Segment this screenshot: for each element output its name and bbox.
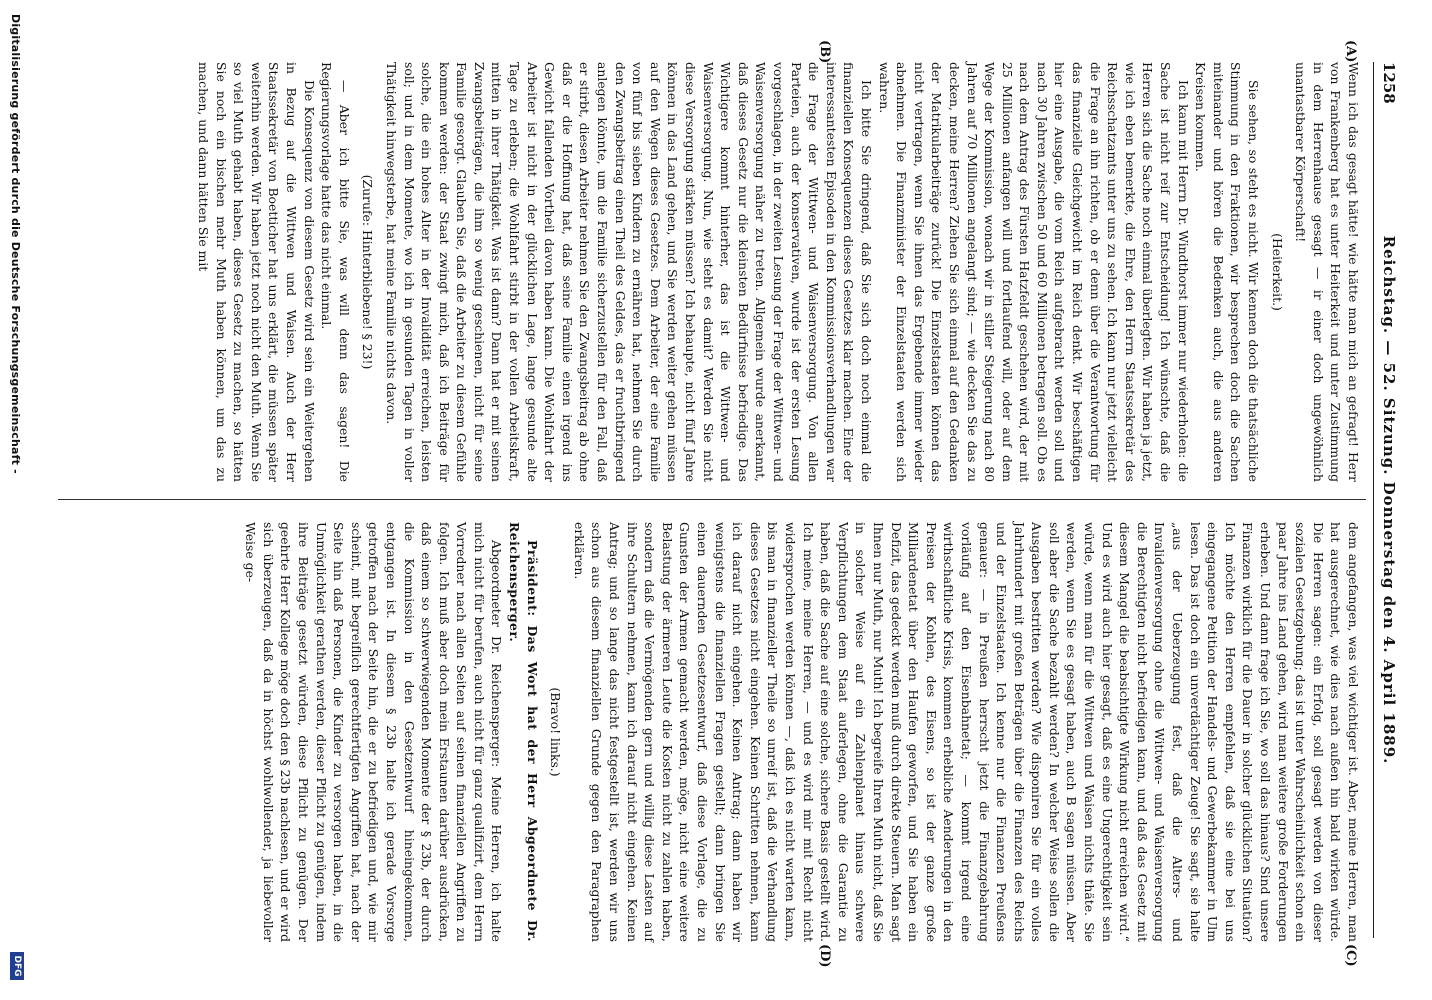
paragraph: Sie sehen, so steht es nicht. Wir kennen doch die thatsächliche Stimmung in den Fraktionen, wir besprechen doch die Sachen miteinander und hören die Bedenken auch, die aus anderen Kreisen kommen. bbox=[1193, 62, 1262, 482]
left-column bbox=[194, 62, 1362, 482]
speaker-paragraph: Präsident: Das Wort hat der Herr Abgeordnete Dr. Reichensperger. bbox=[507, 522, 540, 942]
paragraph: Ich kann mit Herrn Dr. Windthorst immer nur wiederholen: die Sache ist nicht reif zur Entscheidung! Ich wünschte, daß die Herren sich die Sache noch einmal überlegten. Wir haben ja jetzt, wie ich eben bemerkte, die Ehre, den Herrn Staatssekretär des Reichsschatzamts unter uns zu sehen. Ich kann nur jetzt vielleicht die Frage an ihn richten, ob er denn über die Verantwortung für das finanzielle Gleichgewicht im Reich denkt. Wir beschäftigen hier eine Ausgabe, die vom Reich aufgebracht werden soll und nach 30 Jahren zwischen 50 und 60 Millionen betragen soll. Ob es nach dem Antrag des Fürsten Hatzfeldt geschehen wird, der mit 25 Millionen anfangen will und fortlaufend will, oder auf dem Wege der Kommission, wonach wir in stiller Steigerung nach 80 Jahren auf 70 Millionen angelangt sind; — wie decken Sie das zu decken, meine Herren? Ziehen Sie sich einmal auf den Gedanken der Matrikularbeiträge zurück! Die Einzelstaaten können das nicht vertragen, wenn Sie ihnen das Ergebende immer wieder abnehmen. Die Finanzminister der Einzelstaaten werden sich wahren. bbox=[876, 62, 1191, 482]
paragraph: dem angefangen, was viel wichtiger ist. Aber, meine Herren, man hat ausgerechnet, wie dies nach außen hin bald wirken würde. Die Herren sagen: ein Erfolg, soll gesagt werden von dieser sozialen Gesetzgebung; das ist unter Wahrscheinlichkeit schon ein paar Jahre ins Land gehen, wird man weitere große Forderungen erheben. Und dann frage ich Sie, wo soll das hinaus? Sind unsere Finanzen wirklich für die Dauer in solcher glücklichen Situation? Ich möchte den Herren empfehlen, daß sie eine bei uns eingegangene Petition der Handels- und Gewerbekammer in Ulm lesen. Das ist doch ein unverdächtiger Zeuge! Sie sagt, sie halte „aus der Ueberzeugung fest, daß die Alters- und Invalidenversorgung ohne die Wittwen- und Waisenversorgung die Berechtigten nicht befriedigen kann, und daß das Gesetz mit diesem Mangel die beabsichtigte Wirkung nicht erreichen wird.“ Und es wird auch hier gesagt, daß es eine Ungerechtigkeit sein würde, wenn man für die Wittwen und Waisen nichts thäte. Sie werden, wenn Sie es gesagt haben, auch B sagen müssen. Aber soll aber die Sache bezahlt werden? In welcher Weise sollen die Ausgaben bestritten werden? Wie disponiren Sie für ein volles Jahrhundert mit großen Beträgen über die Finanzen des Reichs und der Einzelstaaten. Ich kenne nur die Finanzen Preußens genauer: — in Preußen herrscht jetzt die Finanzgebahrung vorläufig auf den Eisenbahnetat; — kommt irgend eine wirthschaftliche Krisis, kommen erhebliche Aenderungen in den Preisen der Kohlen, des Eisens, so ist der ganze große Milliardenetat über den Haufen geworfen, und Sie haben ein Defizit, das gedeckt werden muß durch direkte Steuern. Man sagt Ihnen nur Muth, nur Muth! Ich begreife Ihren Muth nicht, daß Sie in solcher Weise auf ein Zahlenplanet hinaus schwere Verpflichtungen dem Staat auferlegen, ohne die Garantie zu haben, daß die Sache auf eine solche, sichere Basis gestellt wird. Ich meine, meine Herren, — und es wird mir mit Recht nicht widersprochen werden können —, daß ich es nicht warten kann, bis man in finanzieller Theile so unreif ist, daß die Verhandlung dieses Gesetzes nicht eingehen. Keinen Schritten nehmen, kann ich darauf nicht eingehen. Keinen Antrag; dann haben wir wenigstens die finanziellen Fragen gestellt; dann bringen Sie einen dauernden Gesetzesentwurf, daß diese Vorlage, die zu Gunsten der Armen gemacht werden, möge, nicht eine weitere Belastung der ärmeren Leute die Kosten nicht zu zahlen haben, sondern daß die Vermögenden gern und willig diese Lasten auf ihre Schultern nehmen, kann ich darauf nicht eingehen. Keinen Antrag; und so lange das nicht festgestellt ist, werden wir uns schon aus diesem finanziellen Grunde gegen den Paragraphen erklären. bbox=[571, 522, 1361, 942]
paragraph: Wenn ich das gesagt hätte! wie hätte man mich an gefragt! Herr von Frankenberg hat es unter Heiterkeit und unter Zustimmung in dem Herrenhause gesagt — ir einer doch ungewöhnlich unantastbarer Körperschaft! bbox=[1293, 62, 1361, 482]
margin-mark-c: (C) bbox=[1343, 944, 1358, 967]
paragraph: Die Konsequenz von diesem Gesetz wird sein ein Weitergehen in Bezug auf die Wittwen und Waisen. Auch der Herr Staatssekretär von Boetticher hat uns erklärt, die müssen später weiterhin werden. Wir haben jetzt noch nicht den Muth. Wenn Sie so viel Muth gehabt haben, dieses Gesetz zu machen, so hätten Sie noch ein bischen mehr Muth haben können, um das zu machen, und dann hätten Sie mit bbox=[196, 62, 317, 482]
page-title: Reichstag. — 52. Sitzung. Donnerstag den 4. April 1889. bbox=[1380, 235, 1398, 765]
paragraph: — Aber ich bitte Sie, was will denn das sagen! Die Regierungsvorlage hatte das nicht einmal. bbox=[319, 62, 352, 482]
margin-mark-d: (D) bbox=[817, 944, 832, 968]
footer-text: Digitalisierung gefördert durch die Deutsche Forschungsgemeinschaft - bbox=[9, 14, 22, 474]
interjection: (Heiterkeit.) bbox=[1269, 233, 1285, 311]
interjection: (Zurufe: Hinterbliebene! § 23!) bbox=[360, 174, 376, 370]
margin-mark-a: (A) bbox=[1343, 40, 1358, 63]
interjection: (Bravo! links.) bbox=[548, 687, 564, 777]
paragraph: Abgeordneter Dr. Reichensperger: Meine Herren, ich halte mich nicht für berufen, auch nicht für ganz qualifizirt, dem Herrn Vorredner nach allen Seiten auf seinen finanziellen Angriffen zu folgen. Ich muß aber doch mein Erstaunen darüber ausdrücken, daß einem so schwerwiegenden Momente der § 23b, der durch die Kommission in den Gesetzentwurf hineingekommen, entgangen ist. In diesem § 23b halte ich gerade Vorsorge getroffen nach der Seite hin, die er zu befriedigen und, wie mir scheint, mit begreiflich gerechtfertigten Angriffen hat, nach der Seite hin daß Personen, die Kinder zu versorgen haben, in die Unmöglichkeit gerathen werden, dieser Pflicht zu genügen, indem ihre Beiträge gesetzt würden, diese Pflicht zu genügen. Der geehrte Herr Kollege möge doch den § 23b nachlesen, und er wird sich überzeugen, daß da in höchst wohlwollender, ja liebevoller Weise ge- bbox=[243, 522, 505, 942]
right-column bbox=[242, 522, 1362, 942]
header-rule bbox=[1373, 62, 1374, 938]
margin-mark-b: (B) bbox=[817, 40, 832, 64]
column-divider bbox=[58, 499, 1366, 500]
dfg-logo: DFG bbox=[10, 952, 24, 980]
paragraph: Ich bitte Sie dringend, daß Sie sich doch noch einmal die finanziellen Konsequenzen dieses Gesetzes klar machen. Eine der interessantesten Episoden in den Kommissionsverhandlungen war die Frage der Wittwen- und Waisenversorgung. Von allen Parteien, auch der konservativen, wurde ist der ersten Lesung vorgeschlagen, in der zweiten Lesung der Frage der Wittwen- und Waisenversorgung näher zu treten. Allgemein wurde anerkannt, daß dieses Gesetz nur die kleinsten Bedürfnisse befriedige. Das Wichtigere kommt hinterher, das ist die Wittwen- und Waisenversorgung. Nun, wie steht es damit? Werden Sie nicht diese Versorgung stärken müssen? Ich behaupte, nicht fünf Jahre können in das Land gehen, und Sie werden weiter gehen müssen auf den Wegen dieses Gesetzes. Dem Arbeiter, der eine Familie von fünf bis sieben Kindern zu ernähren hat, nehmen Sie durch den Zwangsbeitrag einen Theil des Geldes, das er fruchtbringend anlegen könnte, um die Familie sicherzustellen für den Fall, daß er stirbt, diesen Arbeiter nehmen Sie den Zwangsbeitrag ab ohne daß er die Hoffnung hat, daß seine Familie einen irgend ins Gewicht fallenden Vortheil davon haben kann. Die Wohlfahrt der Arbeiter ist nicht in der glücklichen Lage, lange gesunde alte Tage zu erleben; die Wohlfahrt stirbt in der vollen Arbeitskraft, mitten in ihrer Thätigkeit. Was ist dann? Dann hat er mit seinen Zwangsbeiträgen, die ihm so wenig geschienen, nicht für seine Familie gesorgt. Glauben Sie, daß die Arbeiter zu diesem Gefühle kommen werden: der Staat zwingt mich, daß ich Beiträge für solche, die ein hohes Alter in der Invalidität erreichen, leisten soll; und in dem Momente, wo ich in gesunden Tagen in voller Thätigkeit hinwegsterbe, hat meine Familie nichts davon. bbox=[383, 62, 874, 482]
page-number: 1258 bbox=[1380, 62, 1398, 104]
page-header bbox=[1376, 62, 1398, 938]
